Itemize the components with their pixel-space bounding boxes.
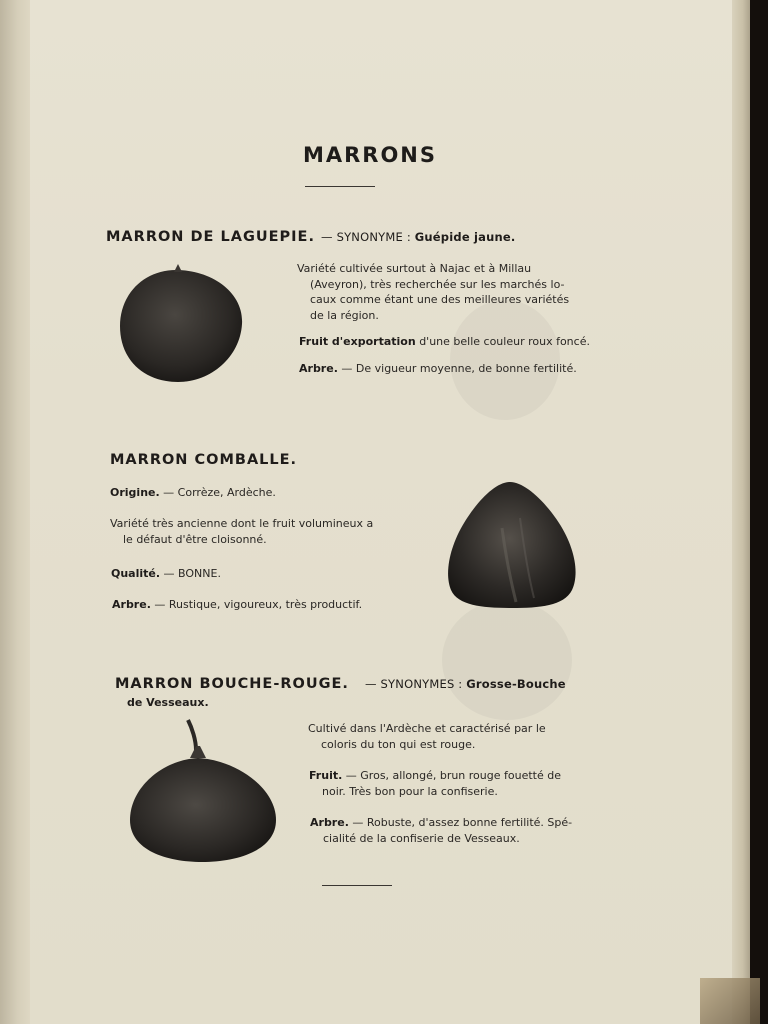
background-shadow	[750, 0, 768, 1024]
variety-description: Cultivé dans l'Ardèche et caractérisé par le coloris du ton qui est rouge.	[308, 722, 546, 751]
fruit-note: Fruit. — Gros, allongé, brun rouge fouetté de noir. Très bon pour la confiserie.	[309, 769, 561, 798]
origin-note: Origine. — Corrèze, Ardèche.	[110, 486, 276, 499]
fruit-note: Fruit d'exportation d'une belle couleur roux foncé.	[299, 335, 590, 348]
variety-name: MARRON COMBALLE.	[110, 452, 298, 468]
bottom-divider	[322, 885, 392, 886]
variety-heading	[106, 229, 515, 245]
synonym-continued: de Vesseaux.	[127, 696, 209, 709]
tree-note: Arbre. — De vigueur moyenne, de bonne fertilité.	[299, 362, 577, 375]
chestnut-illustration	[116, 262, 246, 386]
synonym: — SYNONYMES : Grosse-Bouche	[365, 677, 566, 691]
chestnut-illustration	[444, 478, 580, 612]
title-divider	[305, 186, 375, 187]
page-title: MARRONS	[302, 143, 438, 167]
synonym: — SYNONYME : Guépide jaune.	[321, 230, 516, 244]
variety-heading	[115, 676, 566, 692]
variety-description: Variété cultivée surtout à Najac et à Millau (Aveyron), très recherchée sur les marchés lo- caux comme étant une des meilleures variétés de la région.	[297, 262, 570, 322]
quality-note: Qualité. — BONNE.	[111, 567, 221, 580]
variety-name: MARRON BOUCHE-ROUGE.	[115, 676, 349, 692]
variety-description: Variété très ancienne dont le fruit volumineux a le défaut d'être cloisonné.	[110, 517, 374, 546]
book-page	[30, 0, 742, 1024]
tree-note: Arbre. — Rustique, vigoureux, très productif.	[112, 598, 363, 611]
variety-name: MARRON DE LAGUEPIE.	[106, 229, 315, 245]
variety-heading	[110, 452, 297, 468]
tree-note: Arbre. — Robuste, d'assez bonne fertilité. Spé- cialité de la confiserie de Vesseaux.	[310, 816, 573, 845]
show-through-mark	[442, 600, 572, 720]
thumbnail-icon	[700, 978, 760, 1024]
chestnut-illustration	[126, 718, 280, 866]
